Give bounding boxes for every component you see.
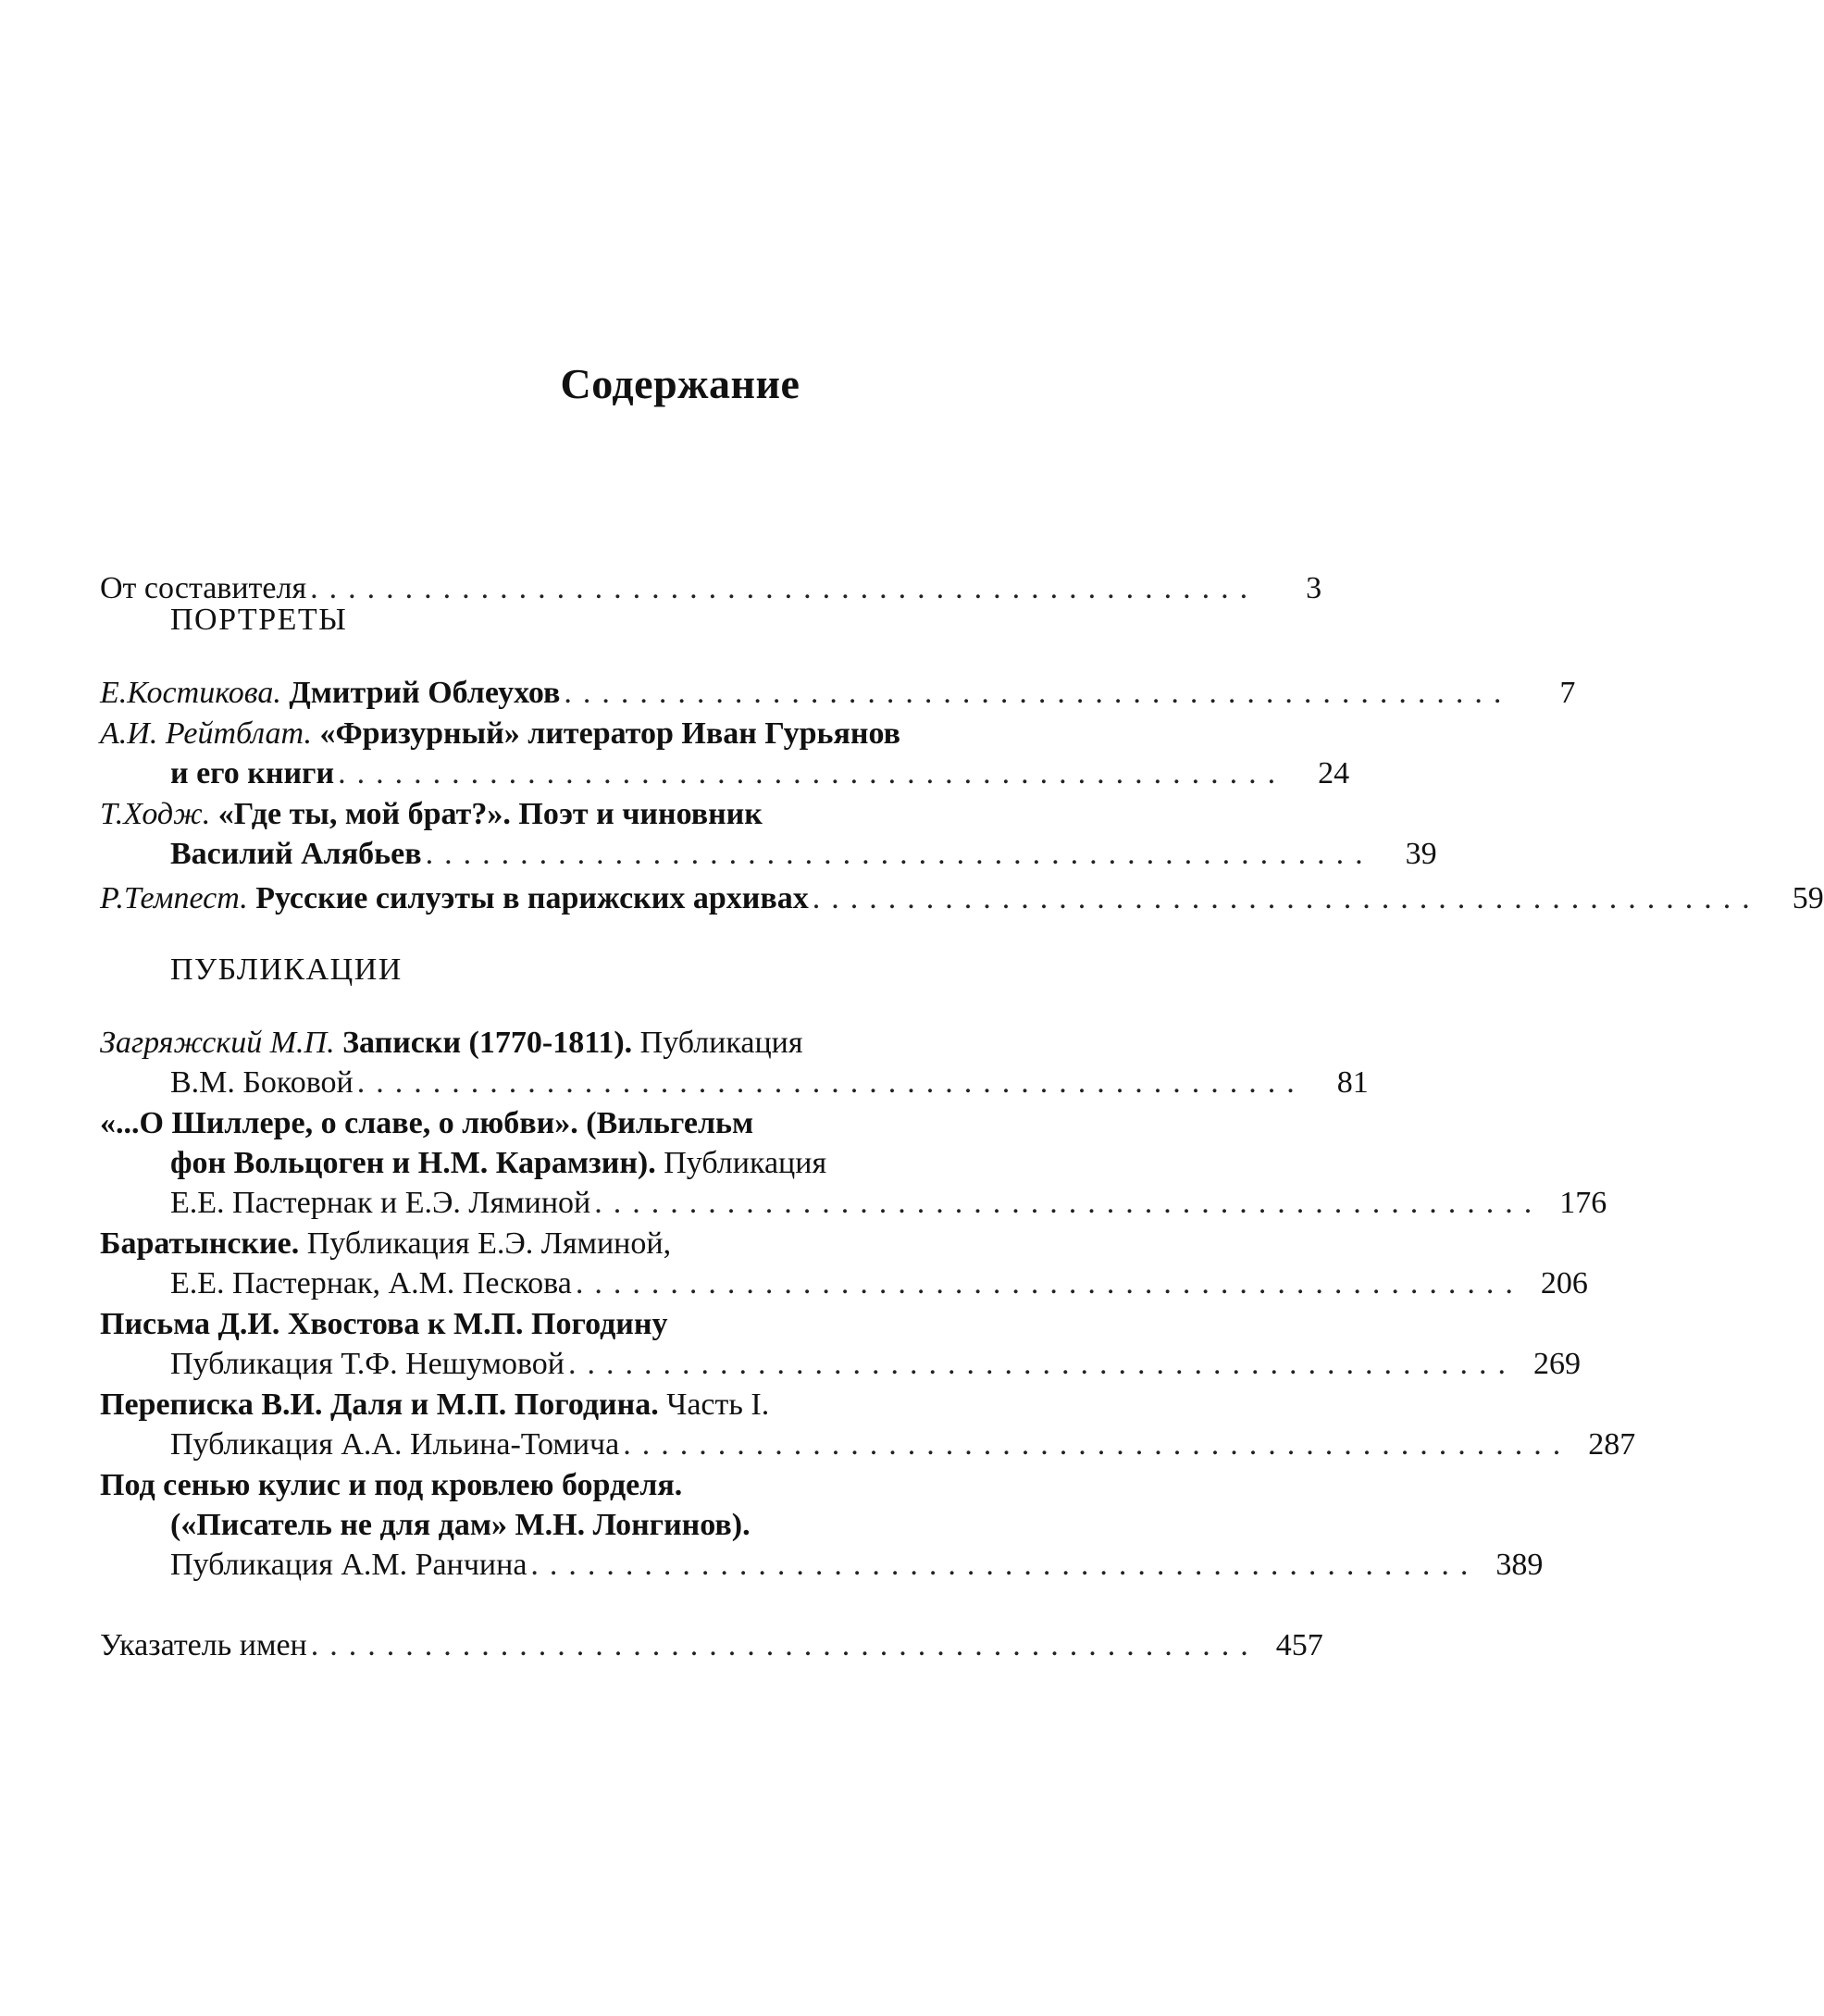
leader-dots: .................................................. [564, 676, 1513, 710]
toc-entry-tempest [100, 878, 1824, 919]
entry-title-continued: Василий Алябьев [170, 837, 422, 871]
leader-dots: .................................................. [425, 837, 1374, 871]
leader-dots: .................................................. [812, 881, 1761, 915]
section-heading-portraits: ПОРТРЕТЫ [170, 603, 348, 637]
entry-publisher: Е.Е. Пастернак и Е.Э. Ляминой [170, 1186, 591, 1220]
leader-dots: .................................................. [530, 1548, 1480, 1582]
leader-dots: .................................................. [594, 1186, 1544, 1220]
page-number: 7 [1559, 676, 1576, 710]
entry-title: Записки (1770-1811). [342, 1026, 633, 1060]
toc-entry-longinov [170, 1545, 1544, 1586]
entry-title: «Где ты, мой брат?». Поэт и чиновник [217, 797, 763, 831]
toc-entry-reitblat-line1 [100, 714, 900, 754]
page-number: 81 [1336, 1065, 1369, 1100]
entry-publisher: Публикация Т.Ф. Нешумовой [170, 1347, 565, 1381]
leader-dots: .................................................. [623, 1427, 1572, 1462]
entry-title-continued: фон Вольцоген и Н.М. Карамзин). [170, 1146, 656, 1180]
toc-entry-khvostov-line1: Письма Д.И. Хвостова к М.П. Погодину [100, 1307, 668, 1341]
page-number: 457 [1275, 1628, 1323, 1662]
entry-part: Часть I. [666, 1388, 770, 1422]
page-number: 389 [1495, 1548, 1544, 1582]
entry-author: А.И. Рейтблат. [100, 716, 312, 751]
entry-publication: Публикация [664, 1146, 827, 1180]
toc-entry-schiller-line2 [170, 1143, 826, 1184]
entry-publisher: Публикация А.А. Ильина-Томича [170, 1427, 620, 1462]
toc-entry-khvostov [170, 1344, 1581, 1385]
page-title: Содержание [560, 360, 800, 407]
entry-publication: Публикация Е.Э. Ляминой, [306, 1226, 672, 1261]
entry-publisher: В.М. Боковой [170, 1065, 354, 1100]
toc-entry-zagryazhsky [170, 1063, 1369, 1103]
page-number: 206 [1540, 1266, 1588, 1300]
toc-entry-index: Указатель имен .................................................. 457 [100, 1625, 1268, 1666]
entry-author: Т.Ходж. [100, 797, 211, 831]
leader-dots: .................................................. [356, 1065, 1306, 1100]
toc-entry-longinov-line1: Под сенью кулис и под кровлею борделя. [100, 1468, 683, 1502]
toc-entry-baratynsky [170, 1263, 1588, 1304]
toc-entry-longinov-line2: («Писатель не для дам» М.Н. Лонгинов). [170, 1508, 751, 1542]
entry-publisher: Публикация А.М. Ранчина [170, 1548, 527, 1582]
toc-entry-kostikova [100, 673, 1576, 714]
entry-publisher: Е.Е. Пастернак, А.М. Пескова [170, 1266, 572, 1300]
leader-dots: .................................................. [567, 1347, 1517, 1381]
page-number: 287 [1588, 1427, 1636, 1462]
entry-title-continued: и его книги [170, 756, 335, 790]
toc-entry-zagryazhsky-line1 [100, 1023, 803, 1064]
toc-entry-hodge-line1 [100, 794, 763, 835]
page-number: 39 [1405, 837, 1437, 871]
leader-dots: .................................................. [575, 1266, 1524, 1300]
page-number: 59 [1792, 881, 1824, 915]
page-number: 176 [1559, 1186, 1607, 1220]
toc-entry-dal-line1 [100, 1385, 769, 1425]
page-number: 3 [1306, 571, 1322, 605]
entry-title: Дмитрий Облеухов [289, 676, 561, 710]
entry-title: «Фризурный» литератор Иван Гурьянов [319, 716, 901, 751]
entry-publication: Публикация [639, 1026, 803, 1060]
leader-dots: .................................................. [310, 1628, 1259, 1662]
toc-entry-schiller-line1: «...О Шиллере, о славе, о любви». (Вильгельм [100, 1106, 754, 1140]
toc-entry-baratynsky-line1 [100, 1224, 671, 1264]
entry-author: Загряжский М.П. [100, 1026, 335, 1060]
toc-entry-schiller [170, 1183, 1607, 1224]
toc-entry-intro: От составителя .................................................. 3 [100, 568, 1268, 609]
page-number: 269 [1532, 1347, 1581, 1381]
toc-entry-hodge [170, 834, 1437, 875]
entry-author: Р.Темпест. [100, 881, 248, 915]
entry-title: Баратынские. [100, 1226, 300, 1261]
entry-title: Русские силуэты в парижских архивах [255, 881, 809, 915]
toc-entry-dal [170, 1425, 1636, 1465]
page-number: 24 [1318, 756, 1350, 790]
entry-title: Переписка В.И. Даля и М.П. Погодина. [100, 1388, 659, 1422]
leader-dots: .................................................. [310, 571, 1259, 605]
section-heading-publications: ПУБЛИКАЦИИ [170, 952, 403, 987]
entry-author: Е.Костикова. [100, 676, 281, 710]
leader-dots: .................................................. [338, 756, 1287, 790]
toc-entry-reitblat [170, 753, 1350, 794]
